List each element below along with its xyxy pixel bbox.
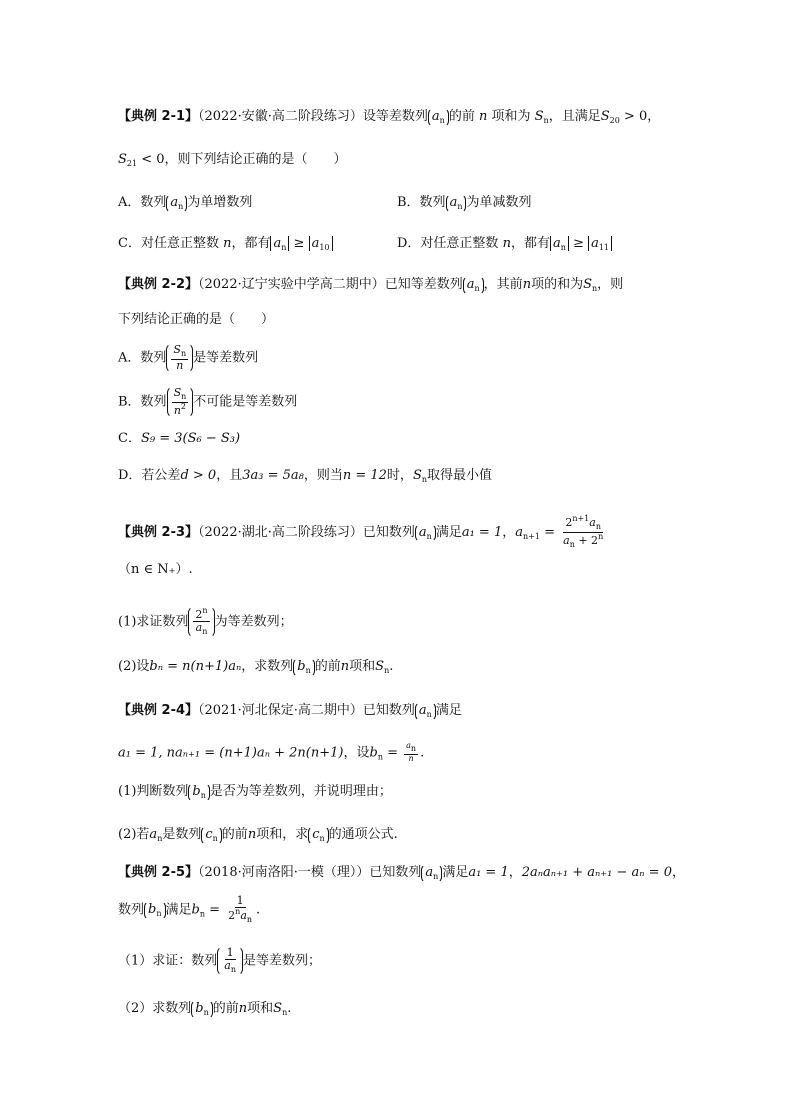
ex3-q2: (2)设bₙ = n(n+1)aₙ，求数列 $b_n$ 的前n项和$S_n$.: [118, 659, 394, 675]
ex2-optB-b: 不可能是等差数列: [193, 394, 298, 410]
ex3-q2-b: bₙ = n(n+1)aₙ: [149, 659, 242, 674]
ex5-line1: [118, 864, 685, 883]
ex3-q2-d: 的前: [314, 659, 341, 674]
ex1-stem-b: 的前: [448, 109, 475, 124]
ex4-eq-b: ，设: [343, 745, 370, 761]
ex5-q1-a: （1）求证：数列: [118, 953, 218, 969]
ex1-optC-a: C．对任意正整数: [118, 236, 219, 251]
ex2-optD-f: n = 12: [342, 468, 387, 483]
ex4-q2-b: 是数列: [162, 827, 202, 842]
ex3-stem-c: a₁ = 1: [461, 524, 503, 540]
ex3-tag: 【典例 2-3】: [118, 524, 199, 540]
ex1-optD-b: ，都有: [510, 236, 550, 251]
ex2-optD-g: 时，: [386, 468, 413, 483]
ex3-stem-d: ，: [502, 524, 516, 540]
ex5-q2-b: 的前: [212, 1001, 239, 1016]
ex5-stem-f: ，: [671, 865, 685, 880]
ex2-optA-b: 是等差数列: [193, 350, 259, 366]
ex4-q2-a: (2)若: [118, 827, 150, 842]
ex2-line2: 下列结论正确的是（ ）: [118, 312, 275, 327]
ex4-line2: a₁ = 1, naₙ₊₁ = (n+1)aₙ + 2n(n+1)，设$b_n$ = $\frac{a_n}{n}$ .: [118, 741, 425, 763]
ex2-optD: D．若公差d > 0，且3a₃ = 5a₈，则当n = 12时，$S_n$取得最小值: [118, 468, 493, 484]
ex5-source: （2018·河南洛阳·一模（理））: [198, 865, 370, 880]
ex1-line1: 【典例 2-1】（2022·安徽·高二阶段练习）设等差数列 $a_n$ 的前 n 项和为 $S_n$，且满足$S_{20} > 0$，: [118, 109, 661, 125]
ex1-stem-c: 项和为: [491, 109, 531, 124]
ex5-stem-d: ，: [508, 865, 522, 880]
ex5-q2-a: （2）求数列: [118, 1001, 192, 1016]
ex2-optD-b: d > 0: [180, 468, 217, 483]
ex1-stem-d: ，且满足: [548, 109, 601, 124]
ex2-optD-h: 取得最小值: [427, 468, 493, 483]
ex3-q2-e: 项和: [349, 659, 376, 674]
ex2-optC-expr: S₉ = 3(S₆ − S₃): [140, 431, 241, 446]
ex1-line2: $S_{21} < 0$，则下列结论正确的是（ ）: [118, 152, 347, 168]
ex4-stem-b: 满足: [435, 703, 462, 718]
ex5-stem-c: a₁ = 1: [468, 865, 509, 880]
ex5-stem-a: 已知数列: [369, 865, 422, 880]
ex1-optA-b: 为单增数列: [187, 195, 253, 210]
ex2-source: （2022·辽宁实验中学高二期中）: [198, 277, 385, 292]
ex1-optB-a: B．数列: [397, 195, 446, 210]
ex1-optA-a: A．数列: [118, 195, 167, 210]
ex4-q1-a: (1)判断数列: [118, 784, 189, 799]
ex4-q2-d: 项和，求: [256, 827, 309, 842]
ex5-line2-c: .: [256, 902, 261, 918]
ex5-line2-a: 数列: [118, 902, 145, 918]
seq-a: $a_n$: [415, 524, 436, 543]
ex1-source: （2022·安徽·高二阶段练习）: [198, 109, 363, 124]
ex4-q2: (2)若$a_n$是数列 $c_n$ 的前n项和，求 $c_n$ 的通项公式.: [118, 827, 398, 843]
ex3-stem-a: 已知数列: [362, 524, 415, 540]
ex1-optD-a: D．对任意正整数: [397, 236, 499, 251]
ex2-optB-a: B．数列: [118, 394, 167, 410]
ex2-stem-c: 项的和为: [531, 277, 584, 292]
ex2-optD-e: ，则当: [303, 468, 343, 483]
ex4-stem-a: 已知数列: [362, 703, 415, 718]
ex4-source: （2021·河北保定·高二期中）: [198, 703, 363, 718]
ex4-q2-c: 的前: [221, 827, 248, 842]
ex1-optD: D．对任意正整数 n，都有 $a_n \ge a_{11}$: [397, 236, 612, 253]
ex1-cond2: < 0，则下列结论正确的是（ ）: [141, 152, 347, 167]
ex2-tag: 【典例 2-2】: [118, 277, 199, 292]
ex2-optB: B．数列 $\frac{S_n}{n^2}$ 不可能是等差数列: [118, 386, 298, 417]
ex2-line1: 【典例 2-2】（2022·辽宁实验中学高二期中）已知等差数列 $a_n$ ，其前n项的和为$S_n$，则: [118, 277, 624, 293]
ex5-stem-b: 满足: [442, 865, 469, 880]
ex5-stem-e: 2aₙaₙ₊₁ + aₙ₊₁ − aₙ = 0: [521, 865, 672, 880]
seq-a: $a_n$: [415, 702, 436, 721]
ex2-optD-c: ，且: [216, 468, 243, 483]
seq-a: $a_n$: [421, 864, 442, 883]
ex2-optA-a: A．数列: [118, 350, 167, 366]
ex3-q2-c: ，求数列: [241, 659, 294, 674]
ex2-stem-b: ，其前: [483, 277, 523, 292]
ex5-q1: （1）求证：数列 $\frac{1}{a_n}$ 是等差数列；: [118, 946, 322, 975]
ex4-eq-c: .: [420, 745, 425, 761]
ex3-q1: (1)求证数列 $\frac{2^n}{a_n}$ 为等差数列；: [118, 606, 293, 637]
ex3-line1: 【典例 2-3】（2022·湖北·高二阶段练习）已知数列 $a_n$ 满足a₁ = 1，$a_{n+1}$ = $\frac{2^{n+1}a_n}{a_n + 2^n}$: [118, 514, 604, 549]
ex1-tag: 【典例 2-1】: [118, 109, 199, 124]
ex5-q2: （2）求数列 $b_n$ 的前n项和$S_n$.: [118, 1001, 292, 1017]
ex5-line2: 数列 $b_n$ 满足$b_n$ = $\frac{1}{2^na_n}$ .: [118, 894, 261, 925]
ex3-q2-f: .: [389, 659, 394, 674]
ex1-stem-a: 设等差数列: [362, 109, 428, 124]
ex1-cond1: > 0，: [623, 109, 661, 124]
ex4-q1-b: 是否为等差数列，并说明理由；: [209, 784, 392, 799]
ex4-tag: 【典例 2-4】: [118, 703, 199, 718]
ex1-optA: [118, 194, 252, 213]
ex3-source: （2022·湖北·高二阶段练习）: [198, 524, 363, 540]
ex3-cond: （n ∈ N₊）.: [118, 562, 193, 577]
ex3-q1-b: 为等差数列；: [214, 614, 293, 630]
ex3-stem-b: 满足: [435, 524, 462, 540]
ex5-tag: 【典例 2-5】: [118, 865, 199, 880]
seq-a: $a_n$: [428, 108, 449, 127]
ex2-stem-a: 已知等差数列: [384, 277, 463, 292]
ex1-optC-b: ，都有: [231, 236, 271, 251]
ex4-eq: a₁ = 1, naₙ₊₁ = (n+1)aₙ + 2n(n+1): [118, 745, 344, 761]
ex4-line1: [118, 702, 462, 721]
ex2-optD-d: 3a₃ = 5a₈: [242, 468, 304, 483]
ex5-line2-b: 满足: [165, 902, 192, 918]
ex2-optA: A．数列 $\frac{S_n}{n}$ 是等差数列: [118, 343, 259, 372]
ex1-optC: C．对任意正整数 n，都有 $a_n \ge a_{10}$: [118, 236, 333, 253]
ex3-q1-a: (1)求证数列: [118, 614, 189, 630]
ex5-q2-d: .: [287, 1001, 292, 1016]
seq-a: $a_n$: [463, 276, 484, 295]
seq-a: $a_n$: [166, 194, 187, 213]
ex4-q2-e: 的通项公式.: [328, 827, 398, 842]
ex5-q1-b: 是等差数列；: [243, 953, 322, 969]
ex2-stem-d: ，则: [597, 277, 624, 292]
ex1-optB-b: 为单减数列: [466, 195, 532, 210]
ex2-optC-label: C．: [118, 431, 141, 446]
ex3-q2-a: (2)设: [118, 659, 150, 674]
seq-a: $a_n$: [446, 194, 467, 213]
ex2-optD-a: D．若公差: [118, 468, 181, 483]
ex4-q1: (1)判断数列 $b_n$ 是否为等差数列，并说明理由；: [118, 784, 392, 800]
ex2-optC: [118, 431, 240, 447]
ex1-optB: [397, 194, 532, 213]
ex5-q2-c: 项和: [247, 1001, 274, 1016]
